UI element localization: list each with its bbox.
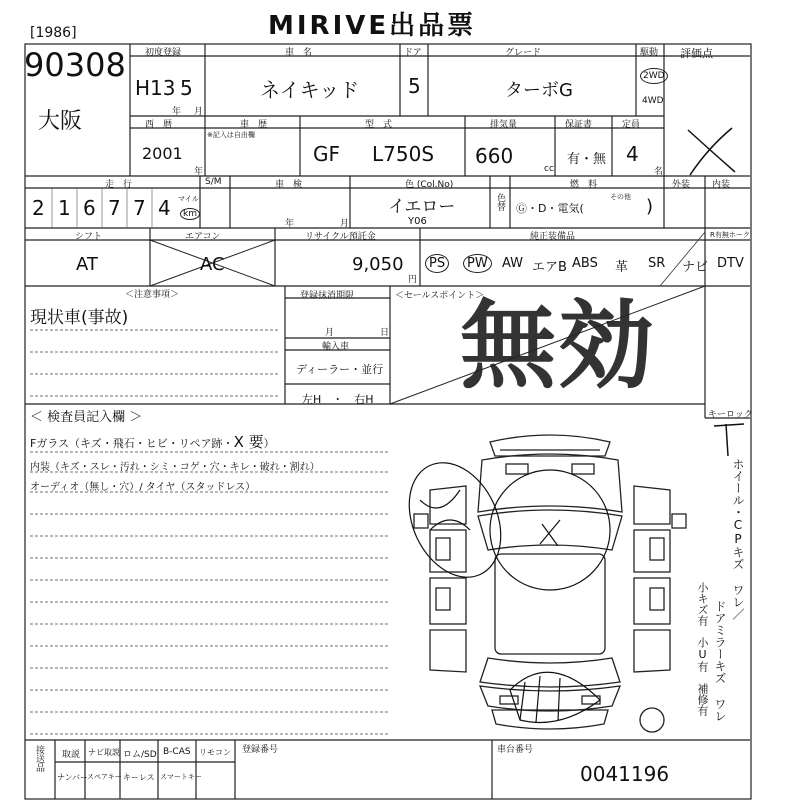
mileage-digit-6: 4 xyxy=(158,196,171,220)
option-dtv: DTV xyxy=(717,256,744,271)
inspector-line-2: 内装（キズ・スレ・汚れ・シミ・コゲ・穴・キレ・破れ・割れ） xyxy=(30,462,320,473)
drive-2wd: 2WD xyxy=(640,68,668,84)
doc-bcas: B-CAS xyxy=(163,747,191,757)
shift-value: AT xyxy=(76,254,98,275)
option-sr: SR xyxy=(648,256,666,271)
warranty-value: 有・無 xyxy=(567,152,607,167)
dealer-value: ディーラー・並行 xyxy=(296,363,384,376)
inspector-line-3: オーディオ（無し・穴）/ タイヤ（スタッドレス） xyxy=(30,482,256,493)
mileage-label: 走 行 xyxy=(105,180,133,190)
inspector-line-1 xyxy=(30,431,275,452)
doc-keyless: キーレス xyxy=(123,773,155,782)
grade-value: ターボG xyxy=(505,80,573,101)
insp-year-unit: 年 xyxy=(285,219,295,229)
model-prefix: GF xyxy=(313,142,341,166)
recycle-value: 9,050 xyxy=(352,254,404,275)
grade-label: グレード xyxy=(505,48,542,58)
color-value: イエロー xyxy=(388,197,456,217)
model-type-label: 型 式 xyxy=(365,120,393,130)
doc-spare-key: スペアキー xyxy=(87,773,122,781)
car-name-label: 車 名 xyxy=(285,48,313,58)
interior-label: 内装 xyxy=(712,180,731,190)
recycle-yen: 円 xyxy=(408,275,418,285)
vehicle-class-note: ※記入は自由欄 xyxy=(207,131,255,139)
vehicle-class-label: 車 歴 xyxy=(240,120,268,130)
doc-rom: ロム/SD xyxy=(123,750,157,760)
doors-value: 5 xyxy=(408,74,421,98)
option-abs: ABS xyxy=(572,256,598,271)
shift-label: シフト xyxy=(75,232,103,242)
lot-number: 90308 xyxy=(24,46,126,84)
drive-4wd: 4WD xyxy=(642,96,664,106)
mileage-digit-1: 2 xyxy=(32,196,45,220)
option-pw: PW xyxy=(463,254,492,273)
side-note-1: ホイール・CPキズ ワレ／ xyxy=(731,458,745,620)
car-damage-diagram xyxy=(400,420,700,740)
notes-label: ＜注意事項＞ xyxy=(125,290,180,300)
keylock-label: キーロック xyxy=(708,410,753,420)
year-tag: [1986] xyxy=(30,25,77,41)
fuel-close: ) xyxy=(646,196,654,217)
inspector-line-1-close: ） xyxy=(263,437,275,450)
era-year: H13 xyxy=(135,76,176,100)
km-unit: km xyxy=(180,208,200,220)
chassis-number: 0041196 xyxy=(580,762,670,786)
option-airbag: エアB xyxy=(532,260,567,275)
era-unit: 年 xyxy=(172,107,182,117)
evaluation-x-mark xyxy=(688,128,735,175)
warranty-label: 保証書 xyxy=(565,120,593,130)
history-label: R有無ホーク xyxy=(710,231,750,239)
mile-unit: マイル xyxy=(178,195,199,203)
color-no: Y06 xyxy=(408,216,427,227)
void-stamp: 無効 xyxy=(460,290,656,402)
mileage-digit-5: 7 xyxy=(133,196,146,220)
handle-value: 左H ・ 右H xyxy=(302,393,374,406)
aircon-value: AC xyxy=(200,254,225,275)
form-title: MIRIVE出品票 xyxy=(268,11,477,41)
recycle-label: リサイクル預託金 xyxy=(305,232,376,242)
doors-label: ドア xyxy=(404,48,422,58)
option-ps: PS xyxy=(425,254,449,273)
meter-swap-label: S/M xyxy=(205,177,222,187)
displacement-value: 660 xyxy=(475,144,514,168)
docs-side-label: 接送品 xyxy=(34,745,44,772)
options-label: 純正装備品 xyxy=(530,232,576,242)
cc-unit: cc xyxy=(544,164,554,174)
first-reg-label: 初度登録 xyxy=(145,48,182,58)
mileage-digit-2: 1 xyxy=(58,196,71,220)
exterior-label: 外装 xyxy=(672,180,691,190)
evaluation-label: 評価点 xyxy=(680,47,713,60)
western-year-label: 西 暦 xyxy=(145,120,173,130)
notes-handwritten: 現状車(事故) xyxy=(30,308,129,328)
sales-point-label: ＜セールスポイント＞ xyxy=(395,291,485,301)
western-year: 2001 xyxy=(142,144,183,163)
capacity-value: 4 xyxy=(626,142,639,166)
doc-plate: ナンバー xyxy=(57,773,89,782)
year-suffix: 年 xyxy=(194,167,204,177)
color-change-label: 色替 xyxy=(495,193,505,211)
insp-month-unit: 月 xyxy=(340,219,350,229)
fuel-value: Ⓖ・D・電気( xyxy=(516,202,584,215)
month-unit: 月 xyxy=(194,107,204,117)
inspector-line-1-text: Fガラス（キズ・飛石・ヒビ・リペア跡・ xyxy=(30,437,234,450)
reg-number-label: 登録番号 xyxy=(242,745,279,755)
fuel-other: その他 xyxy=(610,193,631,201)
capacity-label: 定員 xyxy=(622,120,641,130)
mileage-digit-4: 7 xyxy=(108,196,121,220)
fuel-label: 燃 料 xyxy=(570,180,598,190)
model-code: L750S xyxy=(372,142,435,166)
import-label: 輸入車 xyxy=(322,342,350,352)
option-navi: ナビ xyxy=(682,260,709,275)
car-name: ネイキッド xyxy=(260,78,360,102)
side-note-3: 小キズ有 小U有 補修有 xyxy=(696,582,709,716)
reg-day-unit: 日 xyxy=(380,328,390,338)
doc-navi-manual: ナビ取説 xyxy=(88,748,120,757)
mileage-digit-3: 6 xyxy=(83,196,96,220)
drive-label: 駆動 xyxy=(640,48,659,58)
inspection-label: 車 検 xyxy=(275,180,303,190)
reg-month-unit: 月 xyxy=(325,328,335,338)
color-label: 色 (Col.No) xyxy=(405,180,454,190)
aircon-label: エアコン xyxy=(185,232,221,242)
location: 大阪 xyxy=(38,109,83,134)
reg-expiry-label: 登録抹消期限 xyxy=(300,291,355,301)
doc-manual: 取説 xyxy=(62,750,81,760)
doc-smart-key: スマートキー xyxy=(160,773,202,781)
doc-remote: リモコン xyxy=(199,748,231,757)
reg-month: 5 xyxy=(180,76,193,100)
chassis-label: 車台番号 xyxy=(497,745,534,755)
keylock-mark xyxy=(706,420,750,460)
side-note-2: ドアミラーキズ ワレ xyxy=(713,600,727,722)
inspector-label: ＜ 検査員記入欄 ＞ xyxy=(30,410,143,425)
inspector-line-1-mark: X 要 xyxy=(233,433,264,451)
option-leather: 革 xyxy=(615,260,629,275)
displacement-label: 排気量 xyxy=(490,120,518,130)
capacity-unit: 名 xyxy=(654,167,664,177)
option-aw: AW xyxy=(502,256,524,271)
